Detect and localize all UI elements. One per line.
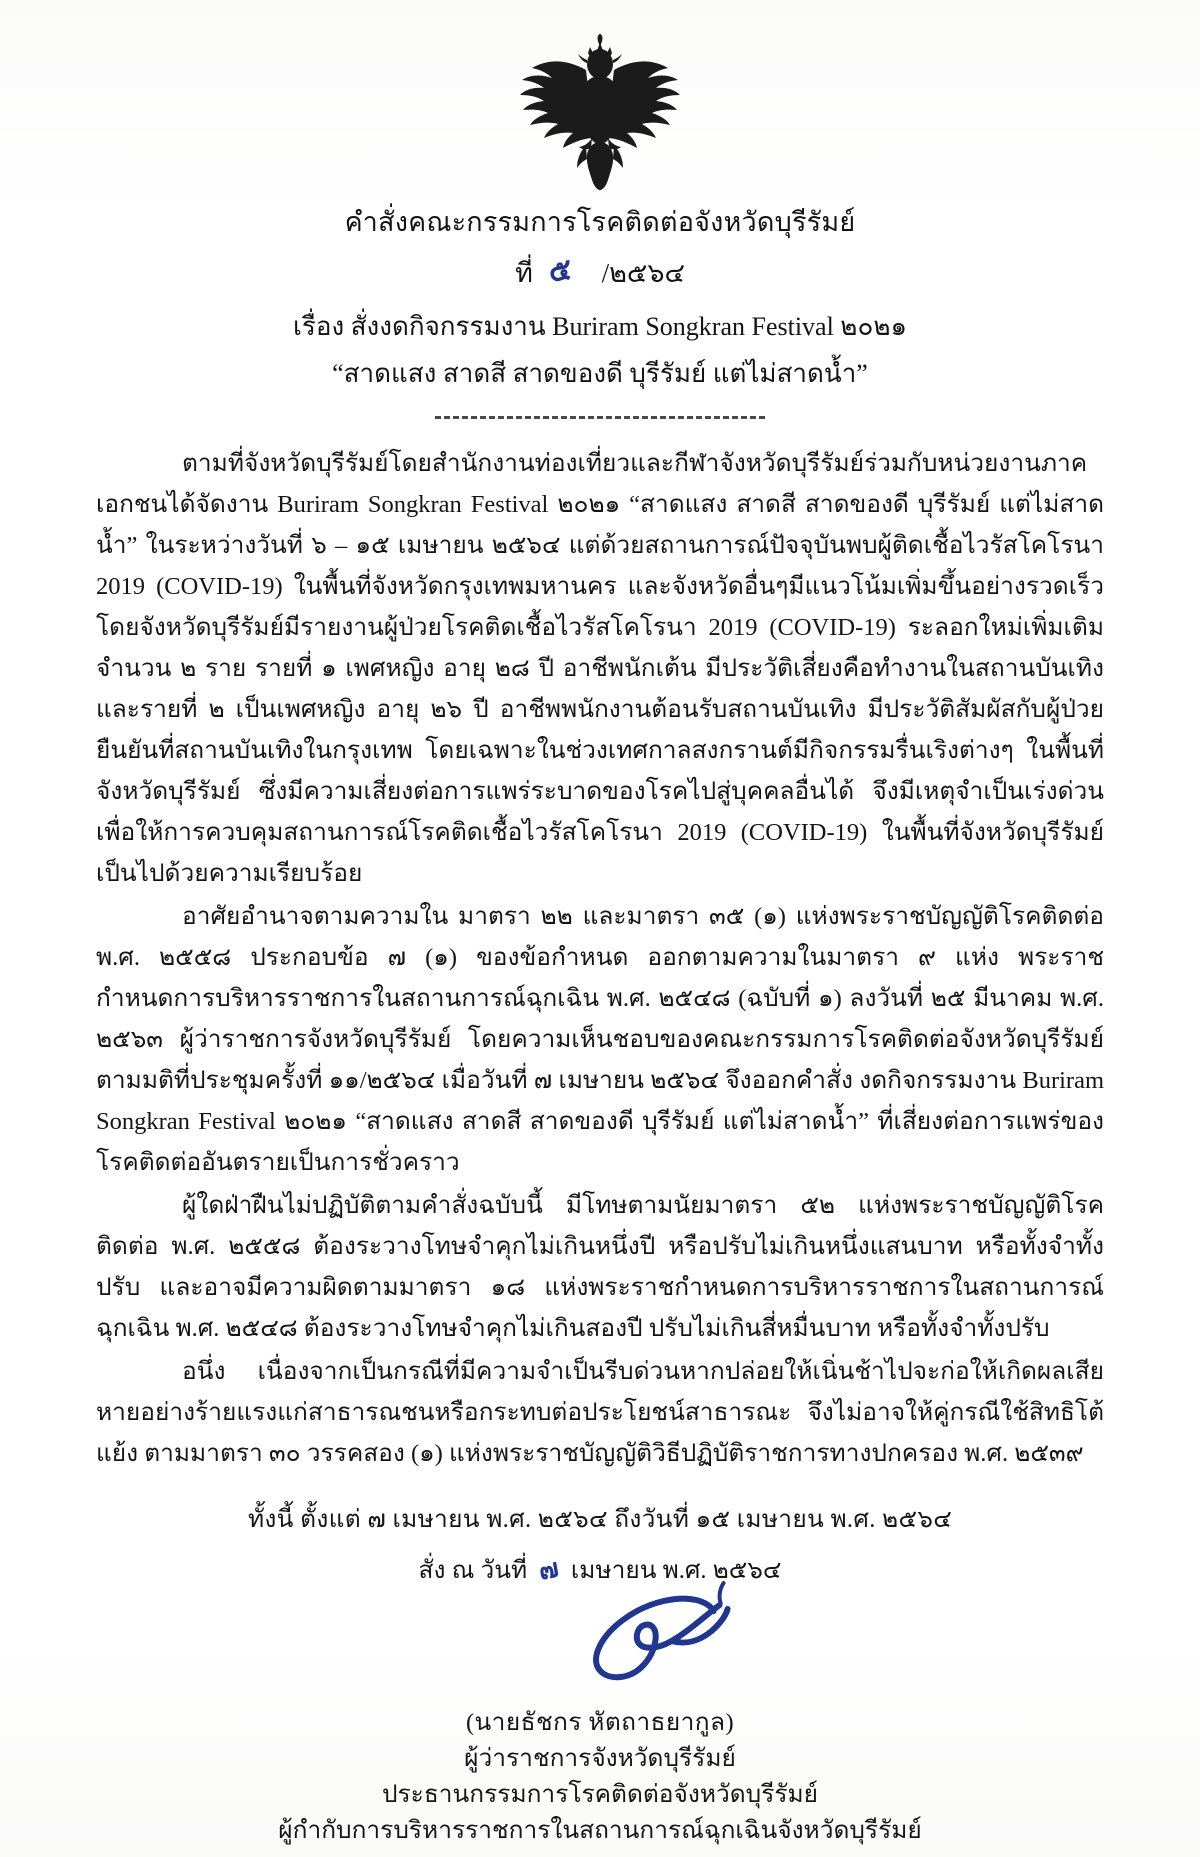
- page-title: คำสั่งคณะกรรมการโรคติดต่อจังหวัดบุรีรัมย์: [344, 207, 856, 237]
- signer-title-committee-chair: ประธานกรรมการโรคติดต่อจังหวัดบุรีรัมย์: [381, 1780, 819, 1808]
- body-paragraph-3: ผู้ใดฝ่าฝืนไม่ปฏิบัติตามคำสั่งฉบับนี้ มีโทษตามนัยมาตรา ๕๒ แห่งพระราชบัญญัติโรคติดต่อ พ.ศ. ๒๕๕๘ ต้องระวางโทษจำคุกไม่เกินหนึ่งปี หรือปรับไม่เกินหนึ่งแสนบาท หรือทั้งจำทั้งปรับ และอาจมีความผิดตามมาตรา ๑๘ แห่งพระราชกำหนดการบริหารราชการในสถานการณ์ฉุกเฉิน พ.ศ. ๒๕๔๘ ต้องระวางโทษจำคุกไม่เกินสองปี ปรับไม่เกินสี่หมื่นบาท หรือทั้งจำทั้งปรับ: [96, 1191, 1104, 1342]
- document-slogan: “สาดแสง สาดสี สาดของดี บุรีรัมย์ แต่ไม่สาดน้ำ”: [332, 358, 868, 388]
- document-number-label: ที่: [515, 257, 533, 288]
- signer-title-governor: ผู้ว่าราชการจังหวัดบุรีรัมย์: [464, 1744, 736, 1772]
- signer-name: (นายธัชกร หัตถาธยากูล): [465, 1708, 735, 1736]
- body-paragraph-1: ตามที่จังหวัดบุรีรัมย์โดยสำนักงานท่องเที่ยวและกีฬาจังหวัดบุรีรัมย์ร่วมกับหน่วยงานภาคเอกชนได้จัดงาน Buriram Songkran Festival ๒๐๒๑ “สาดแสง สาดสี สาดของดี บุรีรัมย์ แต่ไม่สาดน้ำ” ในระหว่างวันที่ ๖ – ๑๕ เมษายน ๒๕๖๔ แต่ด้วยสถานการณ์ปัจจุบันพบผู้ติดเชื้อไวรัสโคโรนา 2019 (COVID-19) ในพื้นที่จังหวัดกรุงเทพมหานคร และจังหวัดอื่นๆมีแนวโน้มเพิ่มขึ้นอย่างรวดเร็ว โดยจังหวัดบุรีรัมย์มีรายงานผู้ป่วยโรคติดเชื้อไวรัสโคโรนา 2019 (COVID-19) ระลอกใหม่เพิ่มเติม จำนวน ๒ ราย รายที่ ๑ เพศหญิง อายุ ๒๘ ปี อาชีพนักเต้น มีประวัติเสี่ยงคือทำงานในสถานบันเทิง และรายที่ ๒ เป็นเพศหญิง อายุ ๒๖ ปี อาชีพพนักงานต้อนรับสถานบันเทิง มีประวัติสัมผัสกับผู้ป่วยยืนยันที่สถานบันเทิงในกรุงเทพ โดยเฉพาะในช่วงเทศกาลสงกรานต์มีกิจกรรมรื่นเริงต่างๆ ในพื้นที่จังหวัดบุรีรัมย์ ซึ่งมีความเสี่ยงต่อการแพร่ระบาดของโรคไปสู่บุคคลอื่นได้ จึงมีเหตุจำเป็นเร่งด่วน เพื่อให้การควบคุมสถานการณ์โรคติดเชื้อไวรัสโคโรนา 2019 (COVID-19) ในพื้นที่จังหวัดบุรีรัมย์ เป็นไปด้วยความเรียบร้อย: [96, 449, 1104, 887]
- document-number-line: [0, 249, 1200, 296]
- document-number-handwritten: ๕: [546, 251, 574, 290]
- issued-date-suffix: เมษายน พ.ศ. ๒๕๖๔: [570, 1556, 782, 1584]
- document-heading: [0, 206, 1200, 419]
- section-divider: [435, 416, 765, 419]
- effective-period-line: ทั้งนี้ ตั้งแต่ ๗ เมษายน พ.ศ. ๒๕๖๔ ถึงวันที่ ๑๕ เมษายน พ.ศ. ๒๕๖๔: [247, 1505, 953, 1533]
- issued-day-handwritten: ๗: [536, 1553, 562, 1587]
- body-paragraph-2: อาศัยอำนาจตามความใน มาตรา ๒๒ และมาตรา ๓๕ (๑) แห่งพระราชบัญญัติโรคติดต่อ พ.ศ. ๒๕๕๘ ประกอบข้อ ๗ (๑) ของข้อกำหนด ออกตามความในมาตรา ๙ แห่ง พระราชกำหนดการบริหารราชการในสถานการณ์ฉุกเฉิน พ.ศ. ๒๕๔๘ (ฉบับที่ ๑) ลงวันที่ ๒๕ มีนาคม พ.ศ. ๒๕๖๓ ผู้ว่าราชการจังหวัดบุรีรัมย์ โดยความเห็นชอบของคณะกรรมการโรคติดต่อจังหวัดบุรีรัมย์ ตามมติที่ประชุมครั้งที่ ๑๑/๒๕๖๔ เมื่อวันที่ ๗ เมษายน ๒๕๖๔ จึงออกคำสั่ง งดกิจกรรมงาน Buriram Songkran Festival ๒๐๒๑ “สาดแสง สาดสี สาดของดี บุรีรัมย์ แต่ไม่สาดน้ำ” ที่เสี่ยงต่อการแพร่ของโรคติดต่ออันตรายเป็นการชั่วคราว: [96, 902, 1104, 1176]
- document-subject: เรื่อง สั่งงดกิจกรรมงาน Buriram Songkran Festival ๒๐๒๑: [293, 311, 907, 341]
- body-paragraph-4: อนึ่ง เนื่องจากเป็นกรณีที่มีความจำเป็นรีบด่วนหากปล่อยให้เนิ่นช้าไปจะก่อให้เกิดผลเสียหายอย่างร้ายแรงแก่สาธารณชนหรือกระทบต่อประโยชน์สาธารณะ จึงไม่อาจให้คู่กรณีใช้สิทธิโต้แย้ง ตามมาตรา ๓๐ วรรคสอง (๑) แห่งพระราชบัญญัติวิธีปฏิบัติราชการทางปกครอง พ.ศ. ๒๕๓๙: [96, 1357, 1104, 1467]
- document-number-year: /๒๕๖๔: [601, 257, 685, 288]
- issued-date-prefix: สั่ง ณ วันที่: [418, 1556, 528, 1584]
- governor-signature: [538, 1577, 798, 1697]
- signer-title-emergency-director: ผู้กำกับการบริหารราชการในสถานการณ์ฉุกเฉินจังหวัดบุรีรัมย์: [278, 1816, 922, 1844]
- document-body: [96, 443, 1104, 1474]
- emblem-container: [0, 0, 1200, 200]
- garuda-emblem: [516, 34, 684, 194]
- signer-block: [0, 1705, 1200, 1849]
- signature-area: [0, 1593, 1200, 1705]
